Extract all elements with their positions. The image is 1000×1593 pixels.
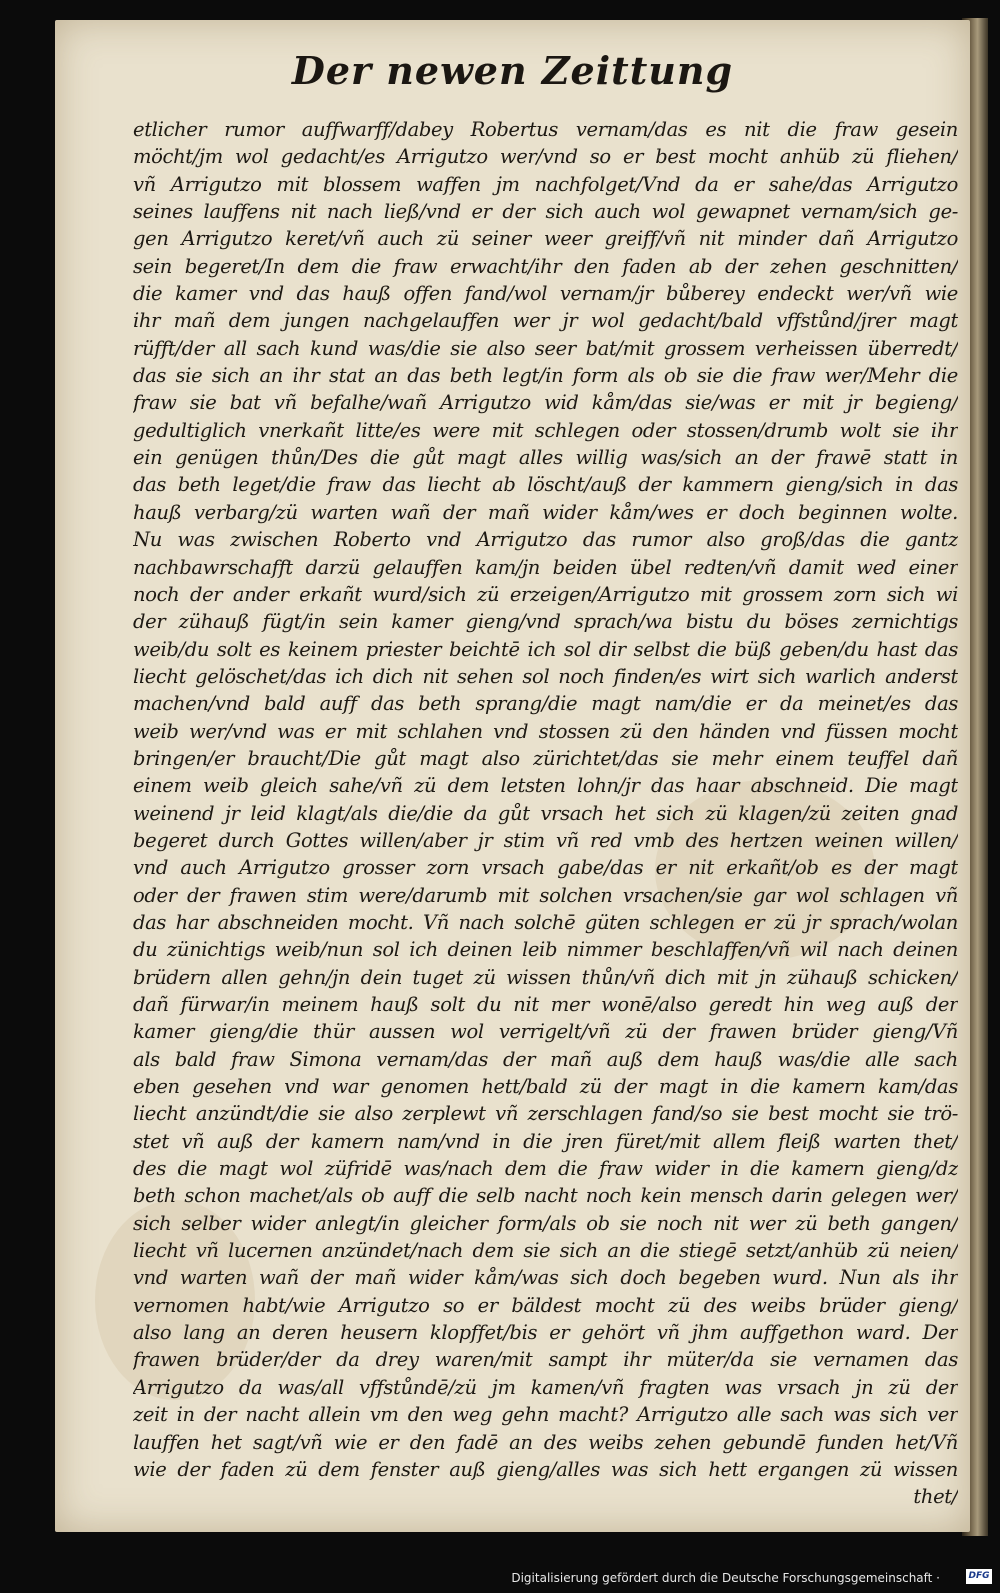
text-line: du zünichtigs weib/nun sol ich deinen leib nimmer beschlaffen/vñ wil nach deinen: [133, 938, 958, 962]
text-line: weib wer/vnd was er mit schlahen vnd stossen zü den händen vnd füssen mocht: [133, 719, 958, 743]
running-head: Der newen Zeittung: [291, 48, 734, 93]
text-line: vernomen habt/wie Arrigutzo so er bäldest mocht zü des weibs brüder gieng/: [133, 1293, 958, 1317]
text-line: sich selber wider anlegt/in gleicher form/als ob sie noch nit wer zü beth gangen/: [133, 1211, 958, 1235]
text-line: bringen/er braucht/Die gůt magt also zürichtet/das sie mehr einem teuffel dañ: [133, 746, 958, 770]
text-line: noch der ander erkañt wurd/sich zü erzeigen/Arrigutzo mit grossem zorn sich wi: [133, 582, 958, 606]
text-line: gedultiglich vnerkañt litte/es were mit schlegen oder stossen/drumb wolt sie ihr: [133, 418, 958, 442]
body-text: [133, 116, 958, 1511]
text-line: rüfft/der all sach kund was/die sie also seer bat/mit grossem verheissen überredt/: [133, 336, 958, 360]
text-line: brüdern allen gehn/jn dein tuget zü wissen thůn/vñ dich mit jn zühauß schicken/: [133, 965, 958, 989]
book-page: [55, 20, 970, 1532]
text-line: fraw sie bat vñ befalhe/wañ Arrigutzo wid kåm/das sie/was er mit jr begieng/: [133, 391, 958, 415]
text-line: vñ Arrigutzo mit blossem waffen jm nachfolget/Vnd da er sahe/das Arrigutzo: [133, 172, 958, 196]
text-line: begeret durch Gottes willen/aber jr stim vñ red vmb des hertzen weinen willen/: [133, 828, 958, 852]
text-line: gen Arrigutzo keret/vñ auch zü seiner weer greiff/vñ nit minder dañ Arrigutzo: [133, 227, 958, 251]
text-line: liecht anzündt/die sie also zerplewt vñ zerschlagen fand/so sie best mocht sie trö-: [133, 1102, 958, 1126]
text-line: sein begeret/In dem die fraw erwacht/ihr den faden ab der zehen geschnitten/: [133, 254, 958, 278]
text-line: eben gesehen vnd war genomen hett/bald zü der magt in die kamern kam/das: [133, 1075, 958, 1099]
text-line: stet vñ auß der kamern nam/vnd in die jren füret/mit allem fleiß warten thet/: [133, 1129, 958, 1153]
text-line: seines lauffens nit nach ließ/vnd er der sich auch wol gewapnet vernam/sich ge-: [133, 200, 958, 224]
text-line: Arrigutzo da was/all vffstůndē/zü jm kamen/vñ fragten was vrsach jn zü der: [133, 1375, 958, 1399]
text-line: hauß verbarg/zü warten wañ der mañ wider kåm/wes er doch beginnen wolte.: [133, 500, 958, 524]
text-line: ihr mañ dem jungen nachgelauffen wer jr wol gedacht/bald vffstůnd/jrer magt: [133, 309, 958, 333]
text-line: vnd auch Arrigutzo grosser zorn vrsach gabe/das er nit erkañt/ob es der magt: [133, 856, 958, 880]
text-line: Nu was zwischen Roberto vnd Arrigutzo das rumor also groß/das die gantz: [133, 528, 958, 552]
text-line: das har abschneiden mocht. Vñ nach solchē güten schlegen er zü jr sprach/wolan: [133, 910, 958, 934]
text-line: frawen brüder/der da drey waren/mit sampt ihr müter/da sie vernamen das: [133, 1348, 958, 1372]
text-line: beth schon machet/als ob auff die selb nacht noch kein mensch darin gelegen wer/: [133, 1184, 958, 1208]
text-line: oder der frawen stim were/darumb mit solchen vrsachen/sie gar wol schlagen vñ: [133, 883, 958, 907]
text-line: als bald fraw Simona vernam/das der mañ auß dem hauß was/die alle sach: [133, 1047, 958, 1071]
footer-credit: Digitalisierung gefördert durch die Deutsche Forschungsgemeinschaft ·: [511, 1571, 940, 1585]
text-line: vnd warten wañ der mañ wider kåm/was sich doch begeben wurd. Nun als ihr: [133, 1266, 958, 1290]
dfg-logo: DFG: [966, 1569, 992, 1584]
text-line: das beth leget/die fraw das liecht ab löscht/auß der kammern gieng/sich in das: [133, 473, 958, 497]
text-line: einem weib gleich sahe/vñ zü dem letsten lohn/jr das haar abschneid. Die magt: [133, 774, 958, 798]
text-line: dañ fürwar/in meinem hauß solt du nit mer wonē/also geredt hin weg auß der: [133, 993, 958, 1016]
text-line: wie der faden zü dem fenster auß gieng/alles was sich hett ergangen zü wissen: [133, 1457, 958, 1481]
text-line: liecht vñ lucernen anzündet/nach dem sie sich an die stiegē setzt/anhüb zü neien/: [133, 1239, 958, 1263]
text-line: weinend jr leid klagt/als die/die da gůt vrsach het sich zü klagen/zü zeiten gnad: [133, 801, 958, 825]
text-line: also lang an deren heusern klopffet/bis er gehört vñ jhm auffgethon ward. Der: [133, 1321, 958, 1345]
text-line: ein genügen thůn/Des die gůt magt alles willig was/sich an der frawē statt in: [133, 446, 958, 470]
text-line: des die magt wol züfridē was/nach dem die fraw wider in die kamern gieng/dz: [133, 1157, 958, 1181]
text-line: nachbawrschafft darzü gelauffen kam/jn beiden übel redten/vñ damit wed einer: [133, 555, 958, 579]
text-line: zeit in der nacht allein vm den weg gehn macht? Arrigutzo alle sach was sich ver: [133, 1403, 958, 1427]
text-line: lauffen het sagt/vñ wie er den fadē an des weibs zehen gebundē funden het/Vñ: [133, 1430, 958, 1454]
text-line: möcht/jm wol gedacht/es Arrigutzo wer/vnd so er best mocht anhüb zü fliehen/: [133, 145, 958, 169]
text-line: kamer gieng/die thür aussen wol verrigelt/vñ zü der frawen brüder gieng/Vñ: [133, 1020, 958, 1044]
text-line: etlicher rumor auffwarff/dabey Robertus vernam/das es nit die fraw gesein: [133, 118, 958, 141]
text-line: der zühauß fügt/in sein kamer gieng/vnd sprach/wa bistu du böses zernichtigs: [133, 610, 958, 634]
text-line: die kamer vnd das hauß offen fand/wol vernam/jr bůberey endeckt wer/vñ wie: [133, 282, 958, 306]
text-line: liecht gelöschet/das ich dich nit sehen sol noch finden/es wirt sich warlich anderst: [133, 664, 958, 688]
text-line: thet/: [913, 1485, 958, 1509]
text-line: machen/vnd bald auff das beth sprang/die magt nam/die er da meinet/es das: [133, 692, 958, 716]
text-line: das sie sich an ihr stat an das beth legt/in form als ob sie die fraw wer/Mehr die: [133, 364, 958, 388]
text-line: weib/du solt es keinem priester beichtē ich sol dir selbst die büß geben/du hast das: [133, 637, 958, 661]
